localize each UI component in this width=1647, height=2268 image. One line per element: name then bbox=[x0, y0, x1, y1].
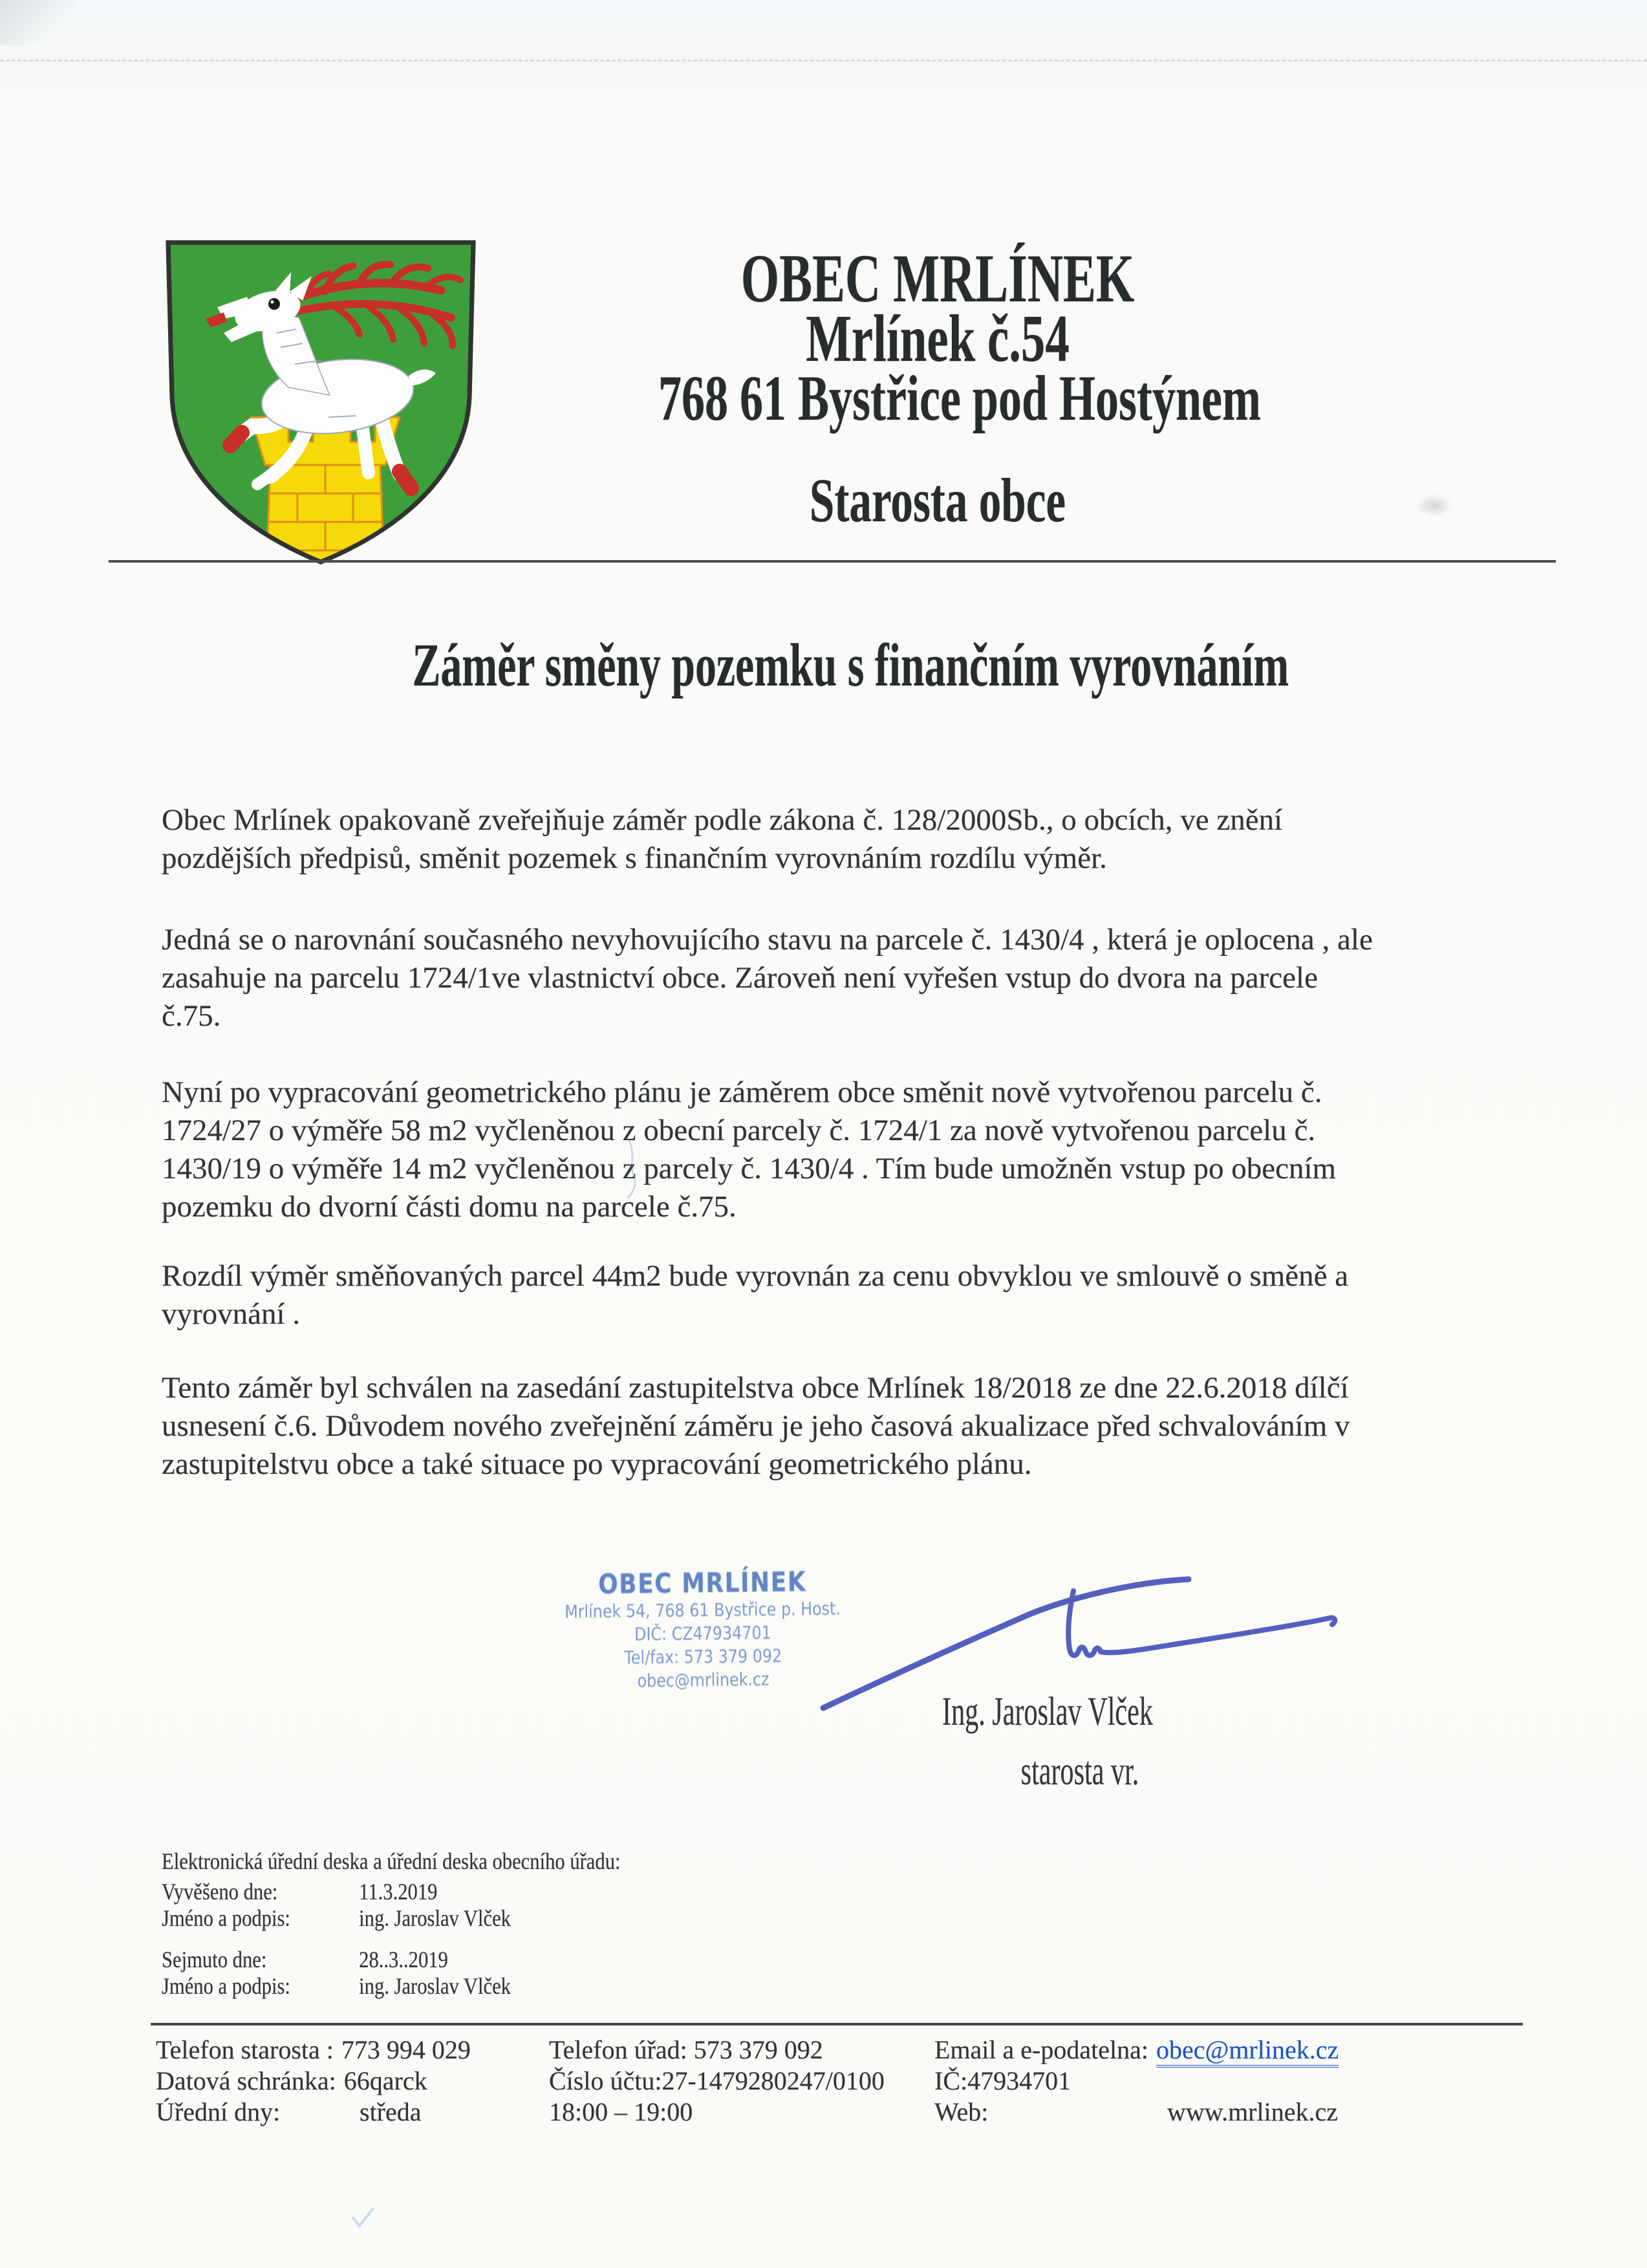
notice-value: 28..3..2019 bbox=[359, 1947, 448, 1972]
contact-row: IČ:47934701 bbox=[934, 2066, 1071, 2095]
org-city-line: 768 61 Bystřice pod Hostýnem bbox=[658, 362, 1261, 434]
stamp-org-name: OBEC MRLÍNEK bbox=[598, 1566, 807, 1600]
notice-row bbox=[162, 1947, 448, 1972]
stamp-address: Mrlínek 54, 768 61 Bystřice p. Host. bbox=[565, 1597, 841, 1623]
paragraph-line: 1724/27 o výměře 58 m2 vyčleněnou z obecní parcely č. 1724/1 za nově vytvořenou parcelu č. bbox=[162, 1114, 1316, 1147]
paragraph-line: 1430/19 o výměře 14 m2 vyčleněnou z parcely č. 1430/4 . Tím bude umožněn vstup po obecním bbox=[162, 1152, 1337, 1185]
paragraph-4 bbox=[162, 1257, 1584, 1334]
contact-label: Datová schránka: bbox=[156, 2066, 336, 2095]
notice-row bbox=[162, 1879, 437, 1905]
paragraph-2 bbox=[162, 921, 1584, 1035]
paragraph-line: Jedná se o narovnání současného nevyhovujícího stavu na parcele č. 1430/4 , která je oplocena , ale bbox=[162, 923, 1373, 956]
paragraph-line: Obec Mrlínek opakovaně zveřejňuje záměr podle zákona č. 128/2000Sb., o obcích, ve znění bbox=[162, 803, 1283, 837]
web-value: www.mrlinek.cz bbox=[1167, 2097, 1338, 2126]
scan-artifact-smudge bbox=[1416, 495, 1452, 517]
scan-artifact-check-mark bbox=[349, 2204, 378, 2232]
org-name: OBEC MRLÍNEK bbox=[740, 241, 1135, 316]
org-role-line: Starosta obce bbox=[809, 466, 1066, 535]
paragraph-line: usnesení č.6. Důvodem nového zveřejnění záměru je jeho časová akualizace před schvalováním v bbox=[162, 1409, 1350, 1443]
paragraph-line: pozemku do dvorní části domu na parcele č.75. bbox=[162, 1190, 737, 1224]
paragraph-line: Nyní po vypracování geometrického plánu je záměrem obce směnit nově vytvořenou parcelu č. bbox=[162, 1075, 1322, 1109]
paragraph-line: pozdějších předpisů, směnit pozemek s finančním vyrovnáním rozdílu výměr. bbox=[162, 841, 1107, 875]
paragraph-line: Tento záměr byl schválen na zasedání zastupitelstva obce Mrlínek 18/2018 ze dne 22.6.2018 dílčí bbox=[162, 1371, 1349, 1405]
stamp-email: obec@mrlinek.cz bbox=[637, 1668, 770, 1692]
paragraph-line: č.75. bbox=[162, 999, 221, 1033]
scan-artifact-corner bbox=[0, 0, 78, 45]
paragraph-line: vyrovnání . bbox=[162, 1297, 301, 1331]
notice-value: ing. Jaroslav Vlček bbox=[359, 1973, 511, 1999]
notice-value: 11.3.2019 bbox=[359, 1879, 438, 1905]
tower-charge bbox=[251, 417, 400, 569]
paragraph-line: zasahuje na parcelu 1724/1ve vlastnictví obce. Zároveň není vyřešen vstup do dvora na parcele bbox=[162, 961, 1318, 995]
paragraph-line: zastupitelstvu obce a také situace po vypracování geometrického plánu. bbox=[162, 1447, 1032, 1481]
notice-heading: Elektronická úřední deska a úřední deska obecního úřadu: bbox=[162, 1848, 621, 1874]
contact-column-1 bbox=[156, 2035, 544, 2128]
contact-column-3 bbox=[934, 2035, 1516, 2128]
contact-row: Číslo účtu:27-1479280247/0100 bbox=[549, 2066, 885, 2095]
contact-value: středa bbox=[360, 2097, 422, 2126]
contact-column-2 bbox=[549, 2035, 931, 2128]
contact-label: Web: bbox=[934, 2097, 989, 2126]
contact-label: Úřední dny: bbox=[156, 2097, 281, 2126]
paragraph-line: Rozdíl výměr směňovaných parcel 44m2 bude vyrovnán za cenu obvyklou ve smlouvě o směně a bbox=[162, 1259, 1349, 1293]
paragraph-3 bbox=[162, 1074, 1584, 1226]
notice-label: Jméno a podpis: bbox=[162, 1973, 290, 1999]
coat-of-arms-icon bbox=[162, 236, 480, 569]
notice-value: ing. Jaroslav Vlček bbox=[359, 1905, 511, 1931]
stamp-telfax: Tel/fax: 573 379 092 bbox=[624, 1645, 782, 1669]
contact-value: 773 994 029 bbox=[341, 2035, 471, 2064]
contact-label: Email a e-podatelna: bbox=[934, 2035, 1148, 2064]
contact-label: Telefon starosta : bbox=[156, 2035, 334, 2064]
footer-divider bbox=[151, 2023, 1523, 2025]
scan-artifact-pen-squiggle bbox=[624, 1138, 643, 1200]
org-address-line: Mrlínek č.54 bbox=[806, 301, 1070, 376]
contact-row bbox=[156, 2066, 544, 2097]
contact-row bbox=[156, 2035, 544, 2066]
notice-row bbox=[162, 1973, 511, 1999]
notice-label: Jméno a podpis: bbox=[162, 1905, 290, 1931]
scan-artifact-line bbox=[0, 59, 1647, 61]
signatory-role: starosta vr. bbox=[1020, 1749, 1139, 1793]
paragraph-1 bbox=[162, 801, 1584, 878]
contact-row: Telefon úřad: 573 379 092 bbox=[549, 2035, 823, 2064]
notice-board-section bbox=[162, 1848, 621, 1999]
contact-row: 18:00 – 19:00 bbox=[549, 2097, 693, 2126]
stamp-dic: DIČ: CZ47934701 bbox=[634, 1621, 771, 1645]
email-link[interactable]: obec@mrlinek.cz bbox=[1156, 2035, 1339, 2068]
contact-row bbox=[934, 2035, 1516, 2066]
page-title-wrap bbox=[0, 632, 1647, 699]
notice-label: Sejmuto dne: bbox=[162, 1947, 267, 1972]
header-divider bbox=[109, 560, 1556, 563]
page-title: Záměr směny pozemku s finančním vyrovnáním bbox=[412, 632, 1289, 699]
contact-row bbox=[934, 2097, 1516, 2128]
paragraph-5 bbox=[162, 1369, 1584, 1484]
signatory-name: Ing. Jaroslav Vlček bbox=[942, 1690, 1153, 1734]
notice-row bbox=[162, 1905, 511, 1931]
official-stamp bbox=[556, 1566, 850, 1694]
notice-label: Vyvěšeno dne: bbox=[162, 1879, 278, 1905]
contact-row bbox=[156, 2097, 544, 2128]
contact-value: 66qarck bbox=[343, 2066, 427, 2095]
